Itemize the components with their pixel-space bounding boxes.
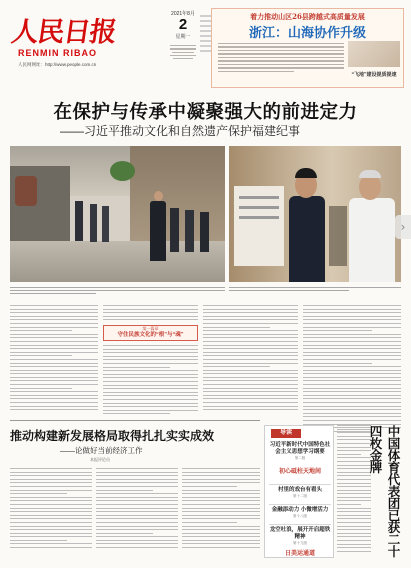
body-column-1	[10, 305, 98, 413]
chevron-right-icon[interactable]: ›	[395, 215, 411, 239]
masthead	[10, 8, 130, 70]
guide-item-3[interactable]: 村里的戏台有看头 第十二版	[277, 487, 322, 498]
photo-left-caption	[10, 287, 225, 301]
top-story-side	[348, 41, 400, 85]
top-story-title[interactable]: 浙江：山海协作升级	[248, 25, 366, 40]
body-column-2	[103, 345, 198, 417]
top-story-side-caption: “飞地”建设提质提速	[351, 72, 397, 78]
newspaper-logo: 人民日报	[9, 17, 118, 48]
section-title: 守住民族文化的“根”与“魂”	[117, 332, 184, 338]
top-story-text	[218, 43, 344, 85]
lower-column-2	[96, 468, 178, 551]
section-divider	[10, 420, 260, 421]
guide-item-1[interactable]: 习近平新时代中国特色社会主义思想学习纲要 第二版	[269, 442, 331, 460]
date-day: 2	[178, 16, 188, 33]
newspaper-logo-pinyin: RENMIN RIBAO	[18, 48, 97, 58]
body-column-3	[203, 305, 298, 413]
lower-column-3	[182, 468, 260, 551]
guide-more[interactable]: 日美运通道	[284, 551, 315, 557]
date-weekday: 星期一	[175, 34, 191, 40]
lower-column-1	[10, 468, 92, 551]
top-story-image	[348, 41, 400, 67]
site-url: 人民网网址：http://www.people.com.cn	[18, 62, 97, 67]
top-story-kicker: 着力推动山区26县跨越式高质量发展	[250, 12, 365, 21]
lower-headline[interactable]: 推动构建新发展格局取得扎扎实实成效	[10, 429, 215, 443]
date-block	[166, 10, 200, 68]
section-kicker: 第一篇章	[142, 326, 159, 331]
date-year-month: 2021年8月	[171, 11, 195, 17]
section-header-box	[103, 325, 198, 341]
guide-badge: 导读	[271, 429, 301, 438]
main-subheadline: ——习近平推动文化和自然遗产保护福建纪事	[60, 124, 301, 138]
lower-subheadline: ——论做好当前经济工作	[60, 446, 143, 455]
guide-sidebar	[264, 425, 334, 558]
photo-right-caption	[229, 287, 401, 301]
body-column-2-top	[103, 305, 198, 323]
main-photo-left[interactable]	[10, 146, 225, 282]
guide-item-4[interactable]: 金融添动力 小微增活力 第十八版	[271, 507, 329, 518]
top-story-box[interactable]	[211, 8, 404, 88]
body-column-4	[303, 305, 401, 434]
main-photo-right[interactable]	[229, 146, 401, 282]
guide-item-5[interactable]: 龙空吐浪，展开开启超铁精神 第十九版	[269, 527, 331, 545]
lower-author: 本报评论员	[90, 457, 110, 462]
vertical-headline[interactable]: 中国体育代表团已获二十四枚金牌	[368, 425, 400, 557]
guide-item-2[interactable]: 初心砥柱天地间	[278, 469, 321, 475]
main-headline[interactable]: 在保护与传承中凝聚强大的前进定力	[53, 101, 358, 122]
